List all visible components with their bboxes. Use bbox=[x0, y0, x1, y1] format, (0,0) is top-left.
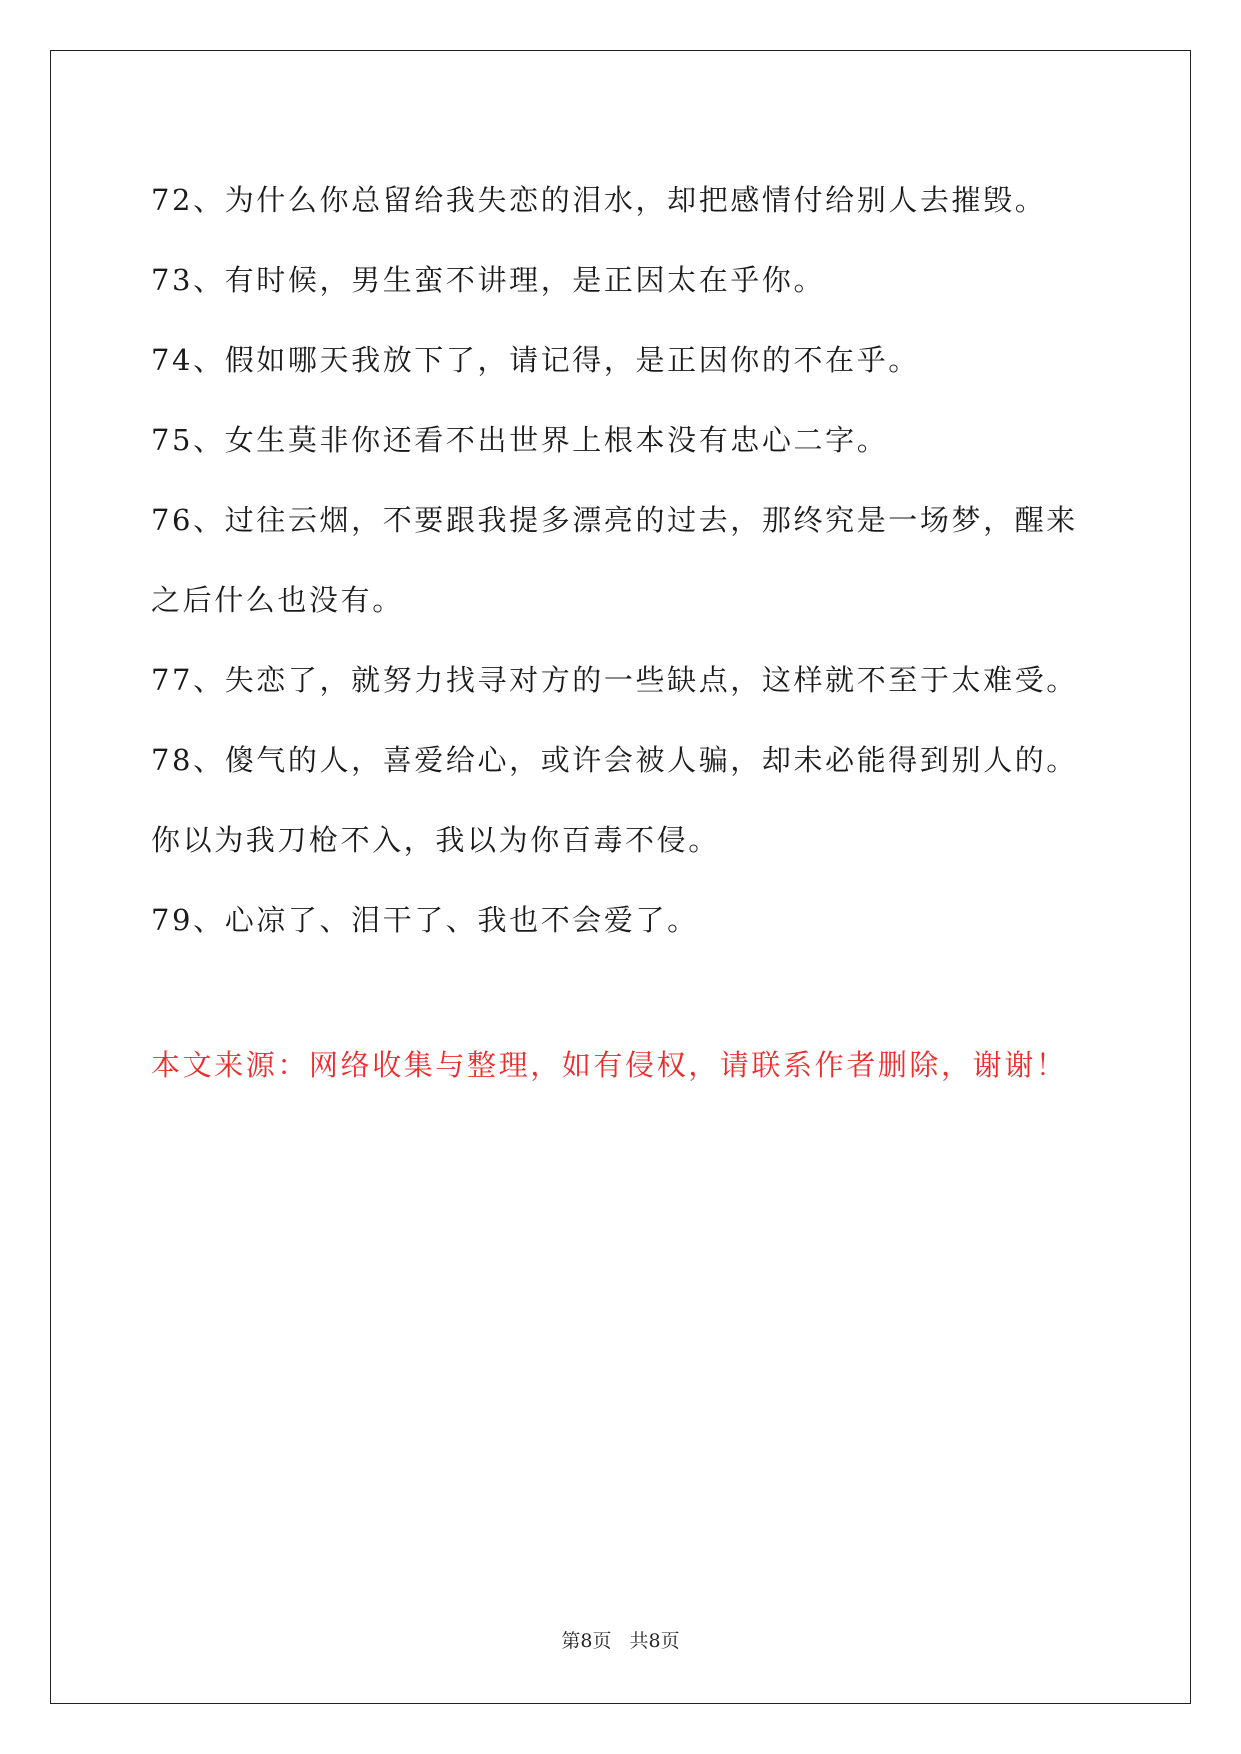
paragraph-74: 74、假如哪天我放下了，请记得，是正因你的不在乎。 bbox=[151, 343, 920, 377]
total-pages-label: 共8页 bbox=[629, 1630, 680, 1652]
paragraph-72: 72、为什么你总留给我失恋的泪水，却把感情付给别人去摧毁。 bbox=[151, 183, 1047, 217]
current-page-label: 第8页 bbox=[561, 1630, 612, 1652]
paragraph-73: 73、有时候，男生蛮不讲理，是正因太在乎你。 bbox=[151, 263, 826, 297]
source-note: 本文来源：网络收集与整理，如有侵权，请联系作者删除，谢谢！ bbox=[151, 1048, 1068, 1082]
page-footer bbox=[0, 1628, 1241, 1654]
paragraph-78: 78、傻气的人，喜爱给心，或许会被人骗，却未必能得到别人的。你以为我刀枪不入，我以为你百毒不侵。 bbox=[151, 743, 1078, 857]
paragraph-75: 75、女生莫非你还看不出世界上根本没有忠心二字。 bbox=[151, 423, 889, 457]
paragraph-76: 76、过往云烟，不要跟我提多漂亮的过去，那终究是一场梦，醒来之后什么也没有。 bbox=[151, 503, 1078, 617]
paragraph-79: 79、心凉了、泪干了、我也不会爱了。 bbox=[151, 903, 699, 937]
paragraph-77: 77、失恋了，就努力找寻对方的一些缺点，这样就不至于太难受。 bbox=[151, 663, 1078, 697]
document-body bbox=[151, 160, 1091, 960]
